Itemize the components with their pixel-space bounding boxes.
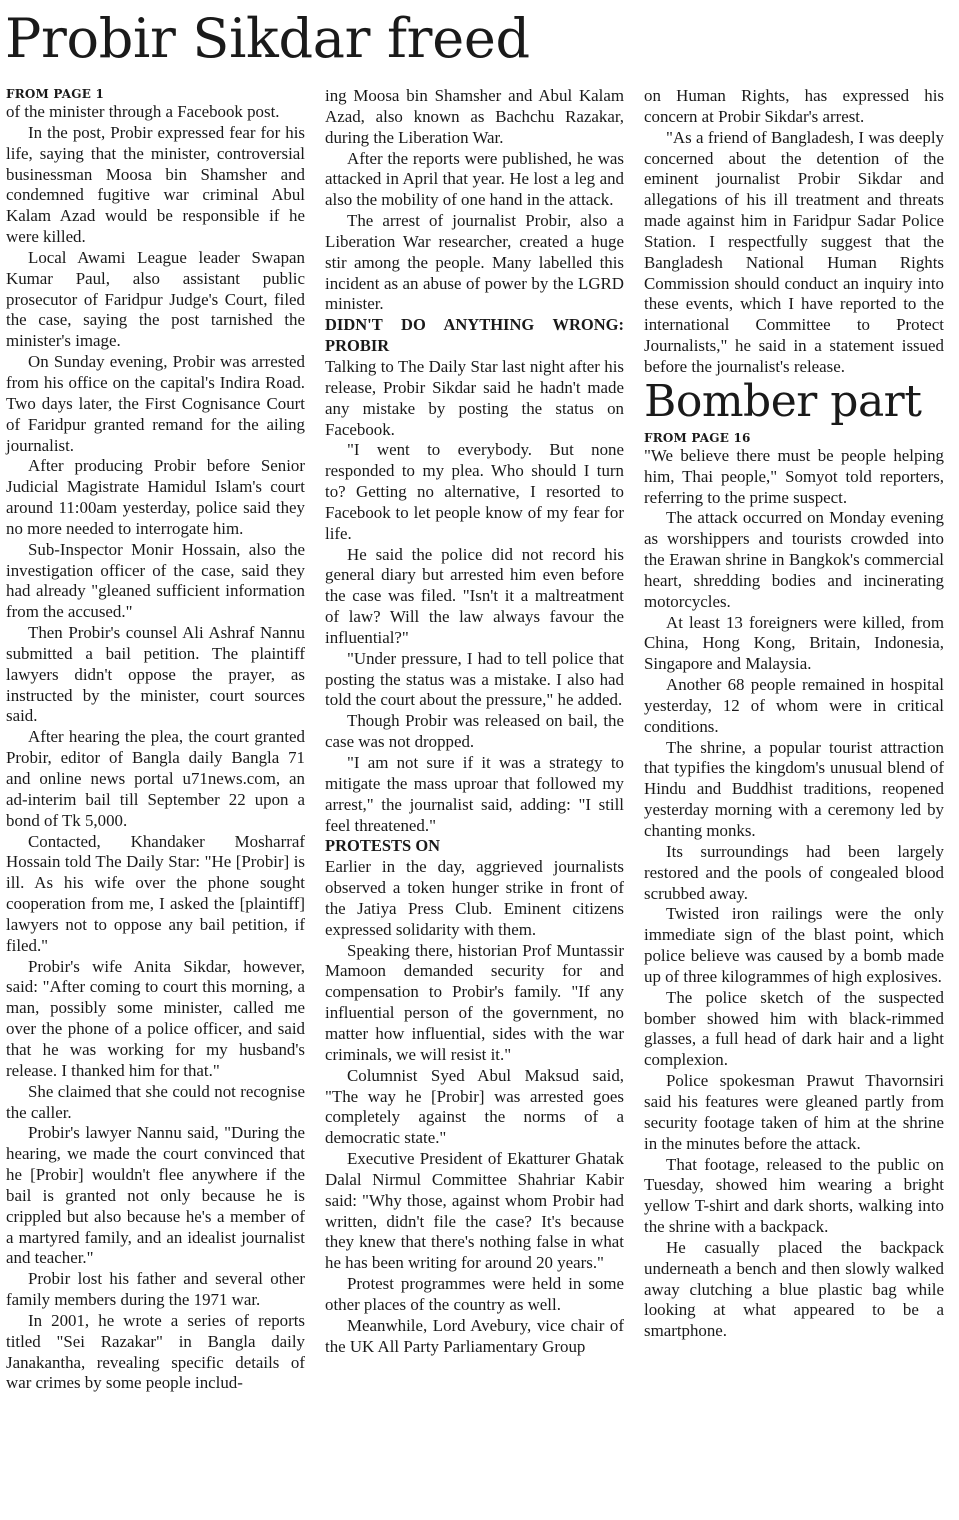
paragraph: Columnist Syed Abul Maksud said, "The way he [Probir] was arrested goes completely against the norms of a democratic state." — [325, 1065, 624, 1148]
paragraph: The arrest of journalist Probir, also a Liberation War researcher, created a huge stir among the people. Many labelled this incident as an abuse of power by the LGRD minister. — [325, 211, 624, 314]
paragraph: The shrine, a popular tourist attraction that typifies the kingdom's unusual blend of Hindu and Buddhist traditions, reopened yesterday morning with a ceremony led by chanting monks. — [644, 737, 944, 840]
paragraph: of the minister through a Facebook post. — [6, 102, 280, 121]
paragraph: Probir's lawyer Nannu said, "During the hearing, we made the court convinced that he [Probir] wouldn't flee anywhere if the bail is granted not only because he is crippled but also because he's a member of a martyred family, and an idealist journalist and teacher." — [6, 1123, 305, 1268]
paragraph: Meanwhile, Lord Avebury, vice chair of the UK All Party Parliamentary Group — [325, 1315, 624, 1356]
paragraph: Though Probir was released on bail, the case was not dropped. — [325, 711, 624, 752]
paragraph: Probir's wife Anita Sikdar, however, said: "After coming to court this morning, a man, possibly some minister, called me over the phone of a police officer, and said that he was working for my husband's release. I thanked him for that." — [6, 956, 305, 1080]
paragraph: Earlier in the day, aggrieved journalists observed a token hunger strike in front of the Jatiya Press Club. Eminent citizens expressed solidarity with them. — [325, 857, 624, 939]
paragraph: Speaking there, historian Prof Muntassir Mamoon demanded security for and compensation to Probir's family. "If any influential person of the government, no matter how influential, sides with the war criminals, we will resist it." — [325, 940, 624, 1064]
paragraph: He said the police did not record his general diary but arrested him even before the case was filed. "Isn't it a maltreatment of law? Will the law always favour the influential?" — [325, 544, 624, 647]
paragraph: That footage, released to the public on Tuesday, showed him wearing a bright yellow T-shirt and dark shorts, walking into the shrine with a backpack. — [644, 1154, 944, 1237]
paragraph: She claimed that she could not recognise the caller. — [6, 1081, 305, 1122]
paragraph: Talking to The Daily Star last night after his release, Probir Sikdar said he hadn't made any mistake by posting the status on Facebook. — [325, 356, 624, 439]
column-3 — [644, 86, 944, 1342]
paragraph: "Under pressure, I had to tell police that posting the status was a mistake. I also had told the court about the pressure," he added. — [325, 648, 624, 710]
paragraph: "I am not sure if it was a strategy to mitigate the mass uproar that followed my arrest," the journalist said, adding: "I still feel threatened." — [325, 753, 624, 835]
paragraph: After producing Probir before Senior Judicial Magistrate Hamidul Islam's court around 11:00am yesterday, police said they no more needed to interrogate him. — [6, 456, 305, 538]
subhead-protests-on: PROTESTS ON — [325, 836, 441, 856]
paragraph: Police spokesman Prawut Thavornsiri said his features were gleaned partly from security footage taken of him at the shrine in the minutes before the attack. — [644, 1071, 944, 1153]
paragraph: Contacted, Khandaker Mosharraf Hossain told The Daily Star: "He [Probir] is ill. As his wife over the phone sought cooperation from me, I asked the [plaintiff] lawyers not to oppose any bail petition, if filed." — [6, 831, 305, 955]
paragraph: Sub-Inspector Monir Hossain, also the investigation officer of the case, said they had already "gleaned sufficient information from the accused." — [6, 539, 305, 622]
paragraph: Protest programmes were held in some other places of the country as well. — [325, 1274, 624, 1314]
jump-from-page-16: FROM PAGE 16 — [644, 430, 751, 445]
paragraph: He casually placed the backpack underneath a bench and then slowly walked away clutching a blue plastic bag while looking at what appeared to be a smartphone. — [644, 1237, 944, 1341]
paragraph: On Sunday evening, Probir was arrested from his office on the capital's Indira Road. Two days later, the First Cognisance Court of Faridpur granted remand for the ailing journalist. — [6, 352, 305, 455]
subhead-didnt-do-anything-wrong: DIDN'T DO ANYTHING WRONG: PROBIR — [325, 315, 624, 356]
paragraph: After hearing the plea, the court granted Probir, editor of Bangla daily Bangla 71 and online news portal u71news.com, an ad-interim bail till September 22 upon a bond of Tk 5,000. — [6, 727, 305, 830]
paragraph: Executive President of Ekatturer Ghatak Dalal Nirmul Committee Shahriar Kabir said: "Why those, against whom Probir had written, didn't file the case? It's because they knew that there's nothing false in what he has been writing for around 20 years." — [325, 1149, 624, 1273]
paragraph: Probir lost his father and several other family members during the 1971 war. — [6, 1269, 305, 1310]
paragraph: After the reports were published, he was attacked in April that year. He lost a leg and also the mobility of one hand in the attack. — [325, 148, 624, 210]
story1-column-2 — [325, 86, 624, 1357]
jump-from-page-1: FROM PAGE 1 — [6, 87, 104, 101]
story1-column-1 — [6, 86, 305, 1394]
paragraph: In the post, Probir expressed fear for his life, saying that the minister, controversial businessman Moosa bin Shamsher and condemned fugitive war criminal Abul Kalam Azad would be responsible if he were killed. — [6, 122, 305, 247]
paragraph: Then Probir's counsel Ali Ashraf Nannu submitted a bail petition. The plaintiff lawyers didn't oppose the prayer, as instructed by the minister, court sources said. — [6, 623, 305, 726]
paragraph: "As a friend of Bangladesh, I was deeply concerned about the detention of the eminent journalist Probir Sikdar and allegations of his ill treatment and threats made against him in Faridpur Sadar Police Station. I respectfully suggest that the Bangladesh National Human Rights Commission should conduct an inquiry into these events, which I have reported to the international Committee to Protect Journalists," he said in a statement issued before the journalist's release. — [644, 127, 944, 376]
paragraph: In 2001, he wrote a series of reports titled "Sei Razakar" in Bangla daily Janakantha, revealing specific details of war crimes by some people includ- — [6, 1310, 305, 1393]
paragraph: Its surroundings had been largely restored and the pools of congealed blood scrubbed away. — [644, 841, 944, 903]
paragraph: on Human Rights, has expressed his concern at Probir Sikdar's arrest. — [644, 86, 944, 126]
paragraph: Another 68 people remained in hospital yesterday, 12 of whom were in critical conditions. — [644, 675, 944, 736]
paragraph: ing Moosa bin Shamsher and Abul Kalam Azad, also known as Bachchu Razakar, during the Liberation War. — [325, 86, 624, 147]
paragraph: Twisted iron railings were the only immediate sign of the blast point, which police believe was caused by a bomb made up of three kilogrammes of high explosives. — [644, 904, 944, 986]
paragraph: "We believe there must be people helping him, Thai people," Somyot told reporters, referring to the prime suspect. — [644, 445, 944, 507]
paragraph: The police sketch of the suspected bomber showed him with black-rimmed glasses, a full head of dark hair and a light complexion. — [644, 987, 944, 1070]
paragraph: At least 13 foreigners were killed, from China, Hong Kong, Britain, Indonesia, Singapore and Malaysia. — [644, 612, 944, 674]
paragraph: "I went to everybody. But none responded to my plea. Who should I turn to? Getting no alternative, I resorted to Facebook to let people know of my fear for life. — [325, 440, 624, 543]
paragraph: The attack occurred on Monday evening as worshippers and tourists crowded into the Erawan shrine in Bangkok's commercial heart, shredding bodies and incinerating motorcycles. — [644, 508, 944, 611]
paragraph: Local Awami League leader Swapan Kumar Paul, also assistant public prosecutor of Faridpur Judge's Court, filed the case, saying the post tarnished the minister's image. — [6, 247, 305, 351]
headline-probir-sikdar-freed: Probir Sikdar freed — [5, 7, 530, 70]
headline-bomber-part: Bomber part — [644, 375, 922, 427]
